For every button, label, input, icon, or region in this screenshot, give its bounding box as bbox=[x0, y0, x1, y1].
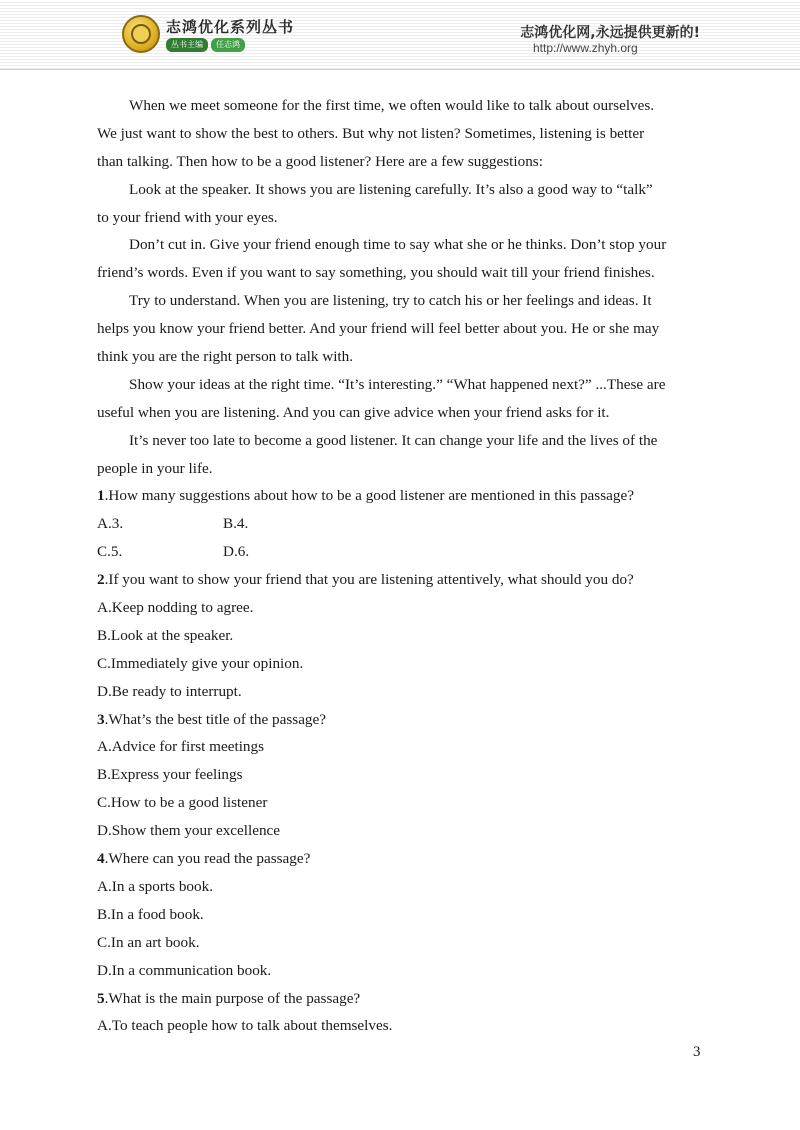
question-stem bbox=[97, 566, 703, 594]
question-2 bbox=[97, 566, 703, 705]
brand-logo-icon bbox=[122, 15, 160, 53]
option-a: A.Advice for first meetings bbox=[97, 738, 265, 756]
option-b: B.In a food book. bbox=[97, 905, 204, 923]
option-a: A.3. bbox=[97, 515, 124, 533]
passage-line: to your friend with your eyes. bbox=[97, 208, 278, 226]
question-text: .If you want to show your friend that you are listening attentively, what should you do? bbox=[104, 571, 634, 589]
option-c: C.In an art book. bbox=[97, 933, 200, 951]
question-text: .How many suggestions about how to be a good listener are mentioned in this passage? bbox=[104, 487, 634, 505]
option-a: A.Keep nodding to agree. bbox=[97, 599, 254, 617]
question-stem bbox=[97, 985, 703, 1013]
question-number: 1 bbox=[97, 487, 105, 505]
passage-line: friend’s words. Even if you want to say something, you should wait till your friend finishes. bbox=[97, 264, 655, 282]
reading-passage bbox=[97, 92, 703, 482]
site-url: http://www.zhyh.org bbox=[533, 41, 638, 55]
question-number: 4 bbox=[97, 850, 105, 868]
option-a: A.To teach people how to talk about themselves. bbox=[97, 1017, 393, 1035]
question-text: .What’s the best title of the passage? bbox=[104, 710, 327, 728]
question-1 bbox=[97, 482, 703, 566]
passage-line: people in your life. bbox=[97, 459, 213, 477]
option-b: B.Express your feelings bbox=[97, 766, 243, 784]
page-number: 3 bbox=[693, 1044, 701, 1060]
question-text: .What is the main purpose of the passage? bbox=[104, 989, 361, 1007]
passage-line: think you are the right person to talk with. bbox=[97, 348, 354, 366]
option-row bbox=[97, 538, 703, 566]
brand-title: 志鸿优化系列丛书 bbox=[166, 18, 295, 36]
passage-line: Don’t cut in. Give your friend enough time to say what she or he thinks. Don’t stop your bbox=[129, 236, 667, 254]
option-d: D.Be ready to interrupt. bbox=[97, 682, 242, 700]
page-header bbox=[0, 0, 800, 70]
passage-line: useful when you are listening. And you can give advice when your friend asks for it. bbox=[97, 403, 610, 421]
passage-line: It’s never too late to become a good listener. It can change your life and the lives of the bbox=[129, 431, 658, 449]
question-number: 5 bbox=[97, 989, 105, 1007]
option-c: C.5. bbox=[97, 543, 123, 561]
passage-line: We just want to show the best to others. But why not listen? Sometimes, listening is better bbox=[97, 124, 645, 142]
option-d: D.6. bbox=[223, 543, 250, 561]
question-stem bbox=[97, 706, 703, 734]
brand-subtitle bbox=[166, 38, 245, 52]
option-d: D.In a communication book. bbox=[97, 961, 272, 979]
option-c: C.Immediately give your opinion. bbox=[97, 654, 304, 672]
option-row bbox=[97, 510, 703, 538]
option-c: C.How to be a good listener bbox=[97, 794, 268, 812]
question-text: .Where can you read the passage? bbox=[104, 850, 311, 868]
option-d: D.Show them your excellence bbox=[97, 822, 281, 840]
question-4 bbox=[97, 845, 703, 984]
document-body bbox=[97, 92, 703, 1040]
passage-line: helps you know your friend better. And your friend will feel better about you. He or she may bbox=[97, 320, 660, 338]
passage-line: Look at the speaker. It shows you are listening carefully. It’s also a good way to “talk” bbox=[129, 180, 653, 198]
option-b: B.Look at the speaker. bbox=[97, 626, 234, 644]
passage-line: When we meet someone for the first time, we often would like to talk about ourselves. bbox=[129, 97, 655, 114]
passage-line: Show your ideas at the right time. “It’s interesting.” “What happened next?” ...These are bbox=[129, 375, 666, 393]
question-3 bbox=[97, 706, 703, 845]
passage-line: than talking. Then how to be a good listener? Here are a few suggestions: bbox=[97, 152, 543, 170]
question-number: 2 bbox=[97, 571, 105, 589]
question-stem bbox=[97, 845, 703, 873]
option-a: A.In a sports book. bbox=[97, 877, 214, 895]
brand-tag-name: 任志鸿 bbox=[211, 38, 245, 52]
option-b: B.4. bbox=[223, 515, 249, 533]
brand-tag-editor: 丛书主编 bbox=[166, 38, 208, 52]
question-stem bbox=[97, 482, 703, 510]
passage-line: Try to understand. When you are listening, try to catch his or her feelings and ideas. It bbox=[129, 292, 652, 310]
question-5 bbox=[97, 985, 703, 1041]
question-number: 3 bbox=[97, 710, 105, 728]
site-slogan: 志鸿优化网,永远提供更新的! bbox=[520, 25, 700, 41]
